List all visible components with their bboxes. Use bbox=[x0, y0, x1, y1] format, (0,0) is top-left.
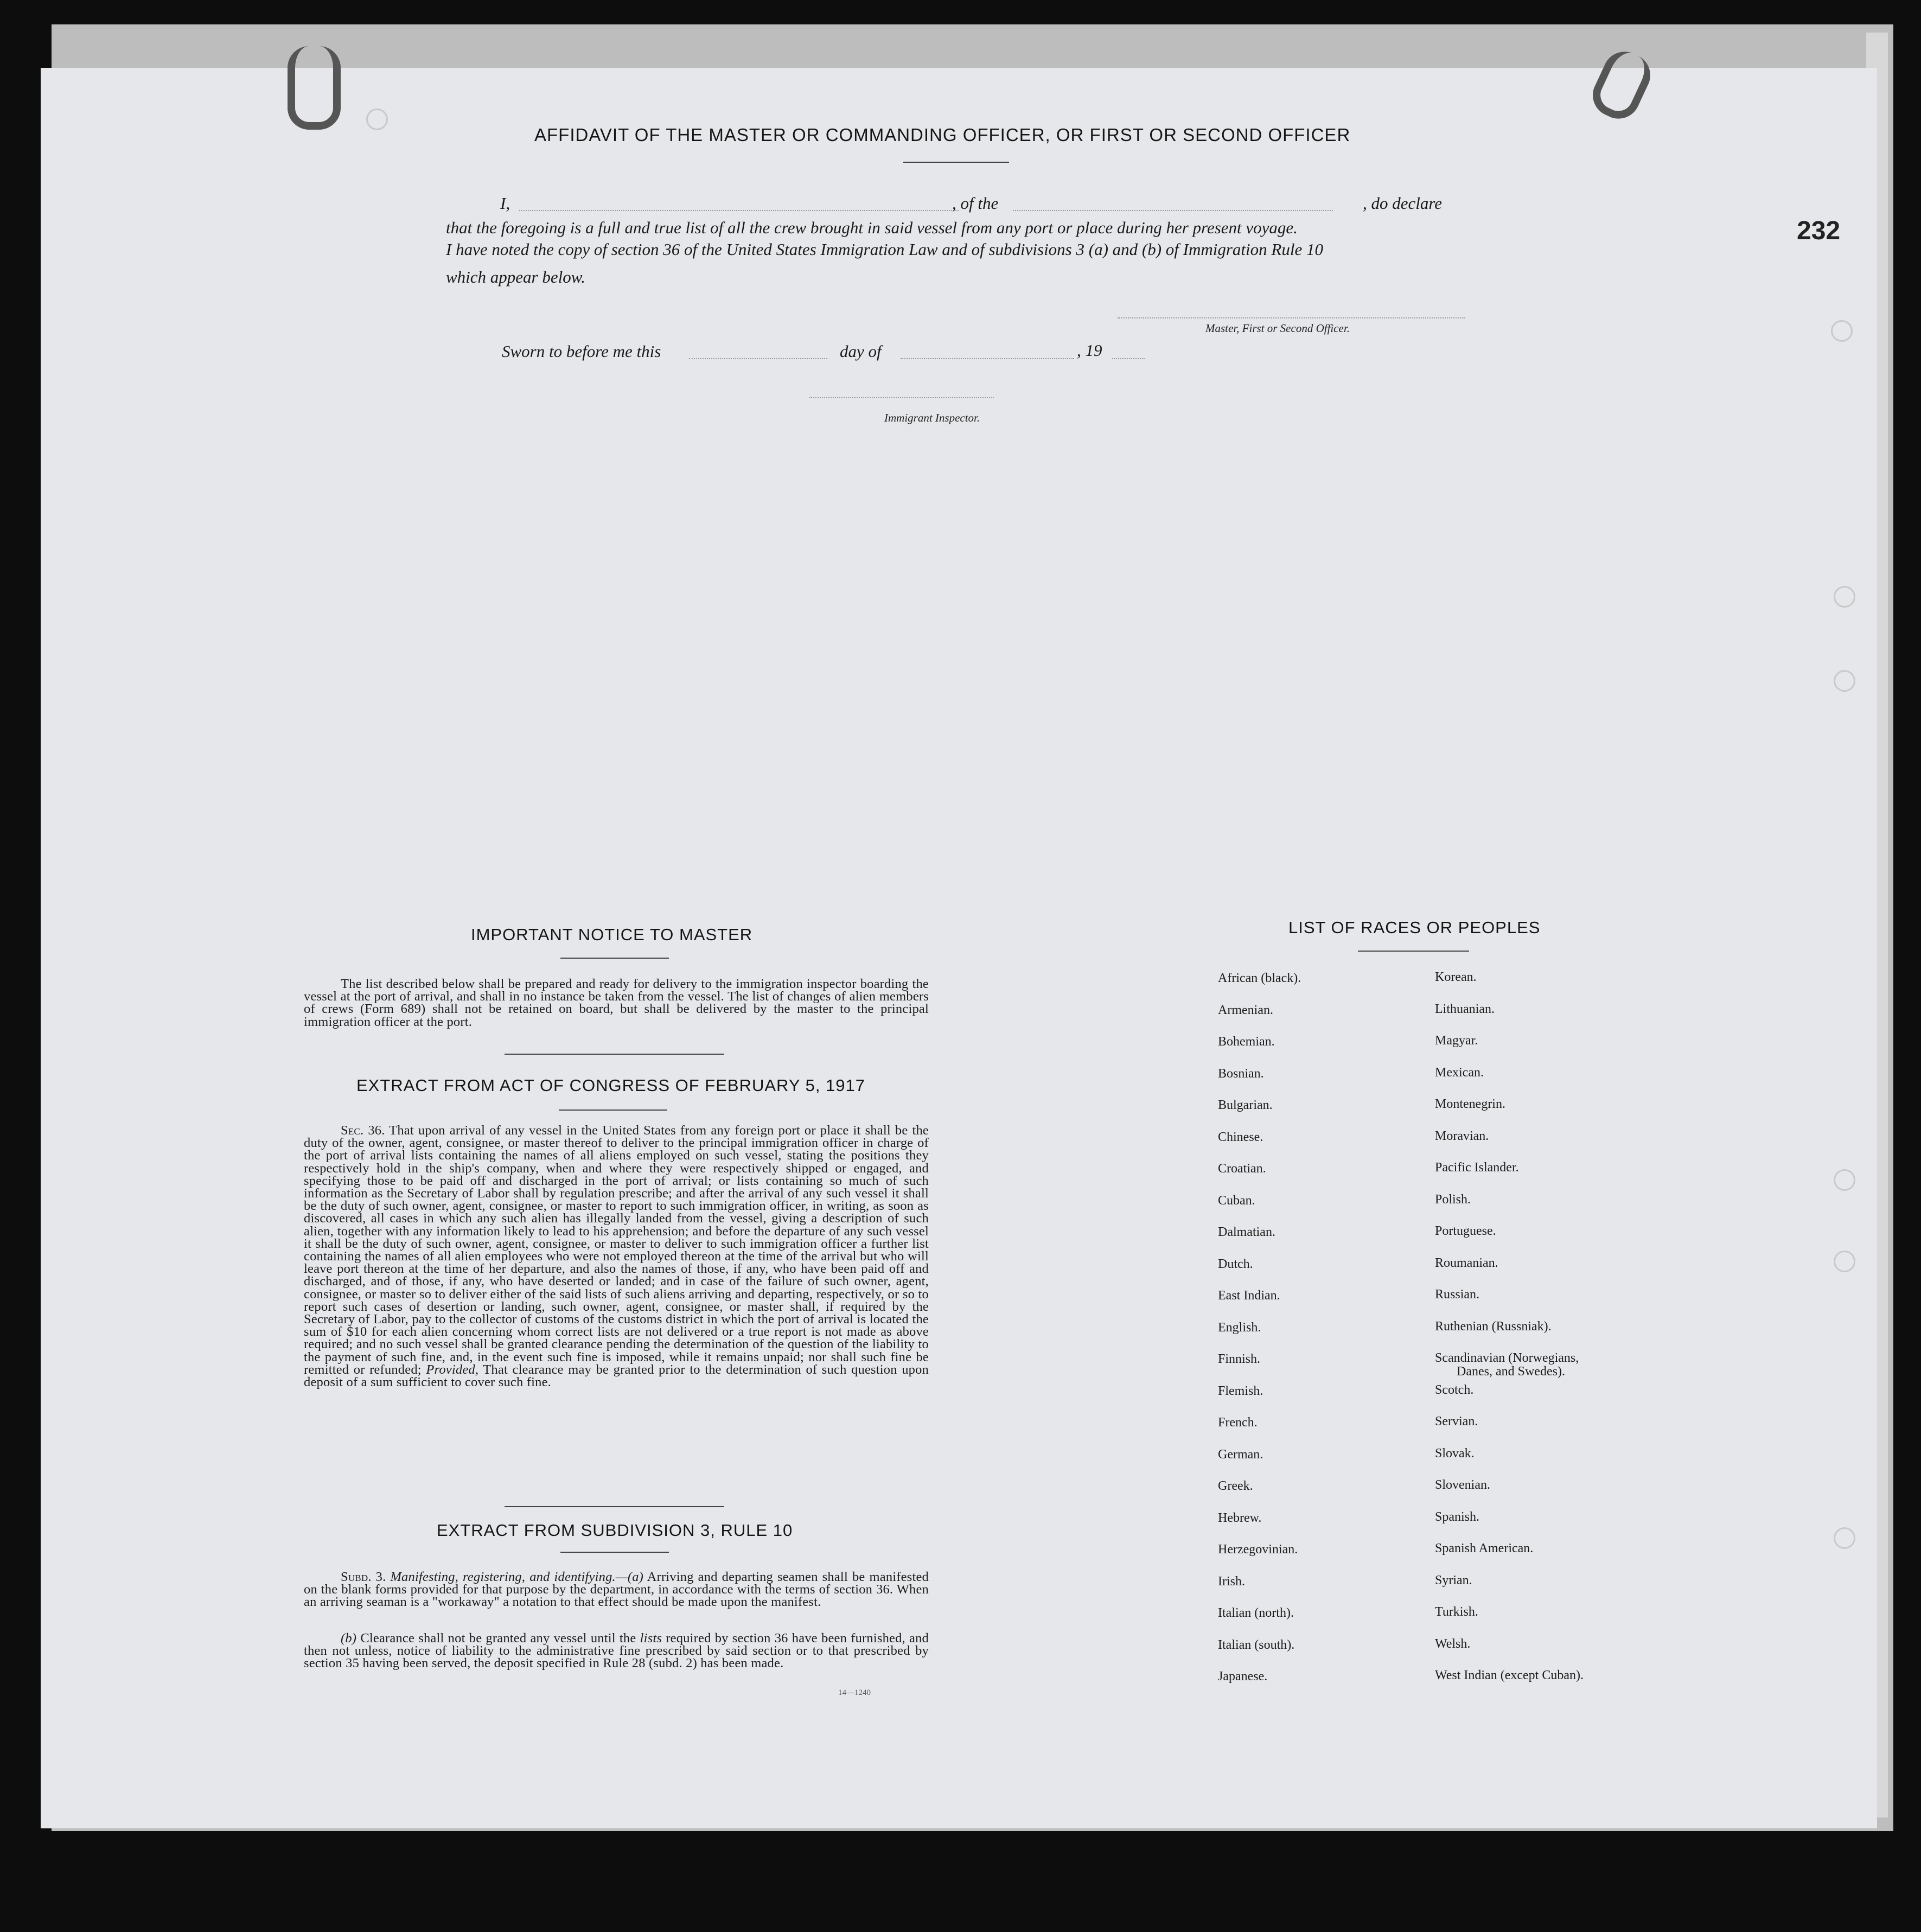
affidavit-line-1 bbox=[500, 194, 1466, 215]
subd-b-text-1: Clearance shall not be granted any vessel until the bbox=[360, 1631, 636, 1646]
race-item: Danes, and Swedes). bbox=[1457, 1364, 1565, 1379]
year-prefix: , 19 bbox=[1077, 341, 1102, 360]
race-item: Slovak. bbox=[1435, 1446, 1475, 1461]
divider bbox=[505, 1054, 724, 1055]
subd-label: Subd. 3. bbox=[341, 1570, 386, 1584]
affidavit-line-4: which appear below. bbox=[446, 267, 585, 286]
race-item: Herzegovinian. bbox=[1218, 1542, 1298, 1557]
divider bbox=[505, 1506, 724, 1507]
b-label: (b) bbox=[341, 1631, 357, 1646]
divider bbox=[560, 958, 669, 959]
race-item: Greek. bbox=[1218, 1479, 1253, 1493]
race-item: Croatian. bbox=[1218, 1162, 1266, 1176]
punch-hole bbox=[366, 109, 388, 130]
affidavit-title: AFFIDAVIT OF THE MASTER OR COMMANDING OFFICER, OR FIRST OR SECOND OFFICER bbox=[534, 125, 1351, 145]
race-item: Bohemian. bbox=[1218, 1035, 1275, 1049]
section-label: Sec. 36. bbox=[341, 1123, 385, 1138]
races-right-column bbox=[1435, 970, 1584, 1700]
of-the-label: , of the bbox=[952, 194, 999, 213]
race-item: Slovenian. bbox=[1435, 1478, 1490, 1492]
race-item: Dalmatian. bbox=[1218, 1225, 1275, 1239]
divider bbox=[1358, 951, 1469, 952]
sworn-year-field[interactable] bbox=[1112, 358, 1145, 359]
race-item: Irish. bbox=[1218, 1574, 1245, 1589]
race-item: Syrian. bbox=[1435, 1573, 1472, 1587]
rule-extract-title: EXTRACT FROM SUBDIVISION 3, RULE 10 bbox=[437, 1521, 793, 1540]
race-item: Spanish. bbox=[1435, 1509, 1480, 1524]
declarant-prefix: I, bbox=[500, 194, 510, 213]
notice-text: The list described below shall be prepared and ready for delivery to the immigration inspector boarding the vessel at the port of arrival, and shall in no instance be taken from the vessel. The list of changes of alien members of crews (Form 689) shall not be retained on board, but shall be delivered by the master to the principal immigration officer at the port. bbox=[304, 977, 929, 1029]
form-number: 14—1240 bbox=[838, 1688, 871, 1697]
race-item: East Indian. bbox=[1218, 1289, 1280, 1303]
race-item: Flemish. bbox=[1218, 1383, 1263, 1398]
divider bbox=[560, 1552, 669, 1553]
day-of-label: day of bbox=[840, 342, 882, 361]
subd-heading: Manifesting, registering, and identifying.—(a) bbox=[390, 1570, 644, 1584]
race-item: German. bbox=[1218, 1447, 1263, 1462]
race-item: Dutch. bbox=[1218, 1257, 1253, 1271]
divider bbox=[903, 162, 1009, 163]
race-item: Korean. bbox=[1435, 970, 1477, 984]
section-36-body: That upon arrival of any vessel in the United States from any foreign port or place it shall be the duty of the owner, agent, consignee, or master thereof to deliver to the principal immigration officer in charge of the port of arrival lists containing the names of all aliens employed on such vessel, stating the positions they respectively hold in the ship's company, when and where they were respectively shipped or engaged, and specifying those to be paid off and discharged in the port of arrival; or lists containing so much of such information as the Secretary of Labor shall by regulation prescribe; and after the arrival of any such vessel it shall be the duty of such owner, agent, consignee, or master to report to such immigration officer, in writing, as soon as discovered, all cases in which any such alien has illegally landed from the vessel, giving a description of such alien, together with any information likely to lead to his apprehension; and before the departure of any such vessel it shall be the duty of such owner, agent, consignee, or master to deliver to such immigration officer a further list containing the names of all alien employees who were not employed thereon at the time of the arrival but who will leave port thereon at the time of her departure, and also the names of those, if any, who have been paid off and discharged, and of those, if any, who have deserted or landed; and in case of the failure of such owner, agent, consignee, or master so to deliver either of the said lists of such aliens arriving and departing, respectively, or so to report such cases of desertion or landing, such owner, agent, consignee, or master shall, if required by the Secretary of Labor, pay to the collector of customs of the customs district in which the port of arrival is located the sum of $10 for each alien concerning whom correct lists are not delivered or a true report is not made as above required; and no such vessel shall be granted clearance pending the determination of the question of the liability to the payment of such fine, and, in the event such fine is imposed, while it remains unpaid; nor shall such fine be remitted or refunded; bbox=[304, 1123, 929, 1377]
sworn-label: Sworn to before me this bbox=[502, 342, 661, 361]
race-item: Japanese. bbox=[1218, 1669, 1268, 1684]
race-item: Roumanian. bbox=[1435, 1255, 1498, 1270]
race-item: Finnish. bbox=[1218, 1352, 1261, 1366]
race-item: Scotch. bbox=[1435, 1382, 1474, 1397]
race-item: African (black). bbox=[1218, 971, 1301, 985]
races-left-column bbox=[1218, 971, 1301, 1701]
race-item: Italian (south). bbox=[1218, 1637, 1295, 1652]
declare-label: , do declare bbox=[1363, 194, 1443, 213]
divider bbox=[559, 1110, 667, 1111]
race-item: Montenegrin. bbox=[1435, 1097, 1505, 1111]
race-item: Mexican. bbox=[1435, 1065, 1484, 1080]
officer-signature-caption: Master, First or Second Officer. bbox=[1205, 322, 1350, 335]
act-extract-text bbox=[304, 1124, 929, 1388]
subd-b-text-2: required by section 36 have been furnished, and then not unless, notice of liability to the administrative fine prescribed by said section or to that prescribed by section 35 having been served, the deposit specified in Rule 28 (subd. 2) has been made. bbox=[304, 1631, 929, 1671]
race-item: Hebrew. bbox=[1218, 1510, 1262, 1525]
sworn-month-field[interactable] bbox=[901, 358, 1074, 359]
race-item: Cuban. bbox=[1218, 1193, 1255, 1208]
punch-hole bbox=[1834, 586, 1855, 608]
race-item: Polish. bbox=[1435, 1192, 1471, 1207]
race-item: English. bbox=[1218, 1320, 1261, 1335]
race-item: Magyar. bbox=[1435, 1034, 1478, 1048]
race-item: Bulgarian. bbox=[1218, 1098, 1273, 1112]
race-item: West Indian (except Cuban). bbox=[1435, 1668, 1584, 1682]
race-item: Moravian. bbox=[1435, 1128, 1489, 1143]
notice-title: IMPORTANT NOTICE TO MASTER bbox=[471, 925, 753, 944]
affidavit-line-2: that the foregoing is a full and true list of all the crew brought in said vessel from any port or place during her present voyage. bbox=[446, 218, 1298, 237]
page-number: 232 bbox=[1797, 216, 1841, 245]
race-item: Italian (north). bbox=[1218, 1606, 1294, 1620]
race-item: Russian. bbox=[1435, 1287, 1480, 1302]
punch-hole bbox=[1831, 320, 1853, 342]
race-item: Ruthenian (Russniak). bbox=[1435, 1319, 1552, 1334]
document-page bbox=[41, 68, 1877, 1828]
punch-hole bbox=[1834, 1169, 1855, 1191]
race-item: Bosnian. bbox=[1218, 1066, 1264, 1081]
subd-a-text: Arriving and departing seamen shall be manifested on the blank forms provided for that purpose by the department, in accordance with the terms of section 36. When an arriving seaman is a "workaway" a notation to that effect should be made upon the manifest. bbox=[304, 1570, 929, 1610]
race-item: Pacific Islander. bbox=[1435, 1161, 1519, 1175]
affidavit-line-3: I have noted the copy of section 36 of the United States Immigration Law and of subdivisions 3 (a) and (b) of Immigration Rule 10 bbox=[446, 240, 1323, 259]
vessel-name-field[interactable] bbox=[1013, 210, 1333, 211]
section-36-end: That clearance may be granted prior to the determination of such question upon deposit of a sum sufficient to cover such fine. bbox=[304, 1362, 929, 1390]
binder-clip-left bbox=[288, 46, 341, 130]
race-item: Welsh. bbox=[1435, 1636, 1471, 1651]
race-item: Portuguese. bbox=[1435, 1224, 1496, 1238]
sworn-day-field[interactable] bbox=[689, 358, 827, 359]
race-item: Chinese. bbox=[1218, 1130, 1263, 1144]
punch-hole bbox=[1834, 670, 1855, 692]
punch-hole bbox=[1834, 1251, 1855, 1272]
provided-label: Provided, bbox=[426, 1362, 479, 1377]
race-item: French. bbox=[1218, 1415, 1258, 1430]
officer-signature-field[interactable] bbox=[1118, 317, 1465, 318]
declarant-name-field[interactable] bbox=[519, 210, 959, 211]
inspector-caption: Immigrant Inspector. bbox=[884, 411, 980, 424]
punch-hole bbox=[1834, 1527, 1855, 1549]
race-item: Lithuanian. bbox=[1435, 1002, 1495, 1016]
inspector-signature-field[interactable] bbox=[809, 397, 994, 398]
race-item: Spanish American. bbox=[1435, 1541, 1534, 1555]
race-item: Scandinavian (Norwegians, bbox=[1435, 1351, 1579, 1365]
lists-word: lists bbox=[640, 1631, 662, 1646]
race-item: Servian. bbox=[1435, 1414, 1478, 1429]
rule-extract-text-a bbox=[304, 1571, 929, 1609]
races-title: LIST OF RACES OR PEOPLES bbox=[1288, 918, 1541, 937]
race-item: Armenian. bbox=[1218, 1003, 1273, 1017]
act-extract-title: EXTRACT FROM ACT OF CONGRESS OF FEBRUARY 5, 1917 bbox=[356, 1076, 866, 1095]
race-item: Turkish. bbox=[1435, 1605, 1478, 1619]
rule-extract-text-b bbox=[304, 1632, 929, 1670]
